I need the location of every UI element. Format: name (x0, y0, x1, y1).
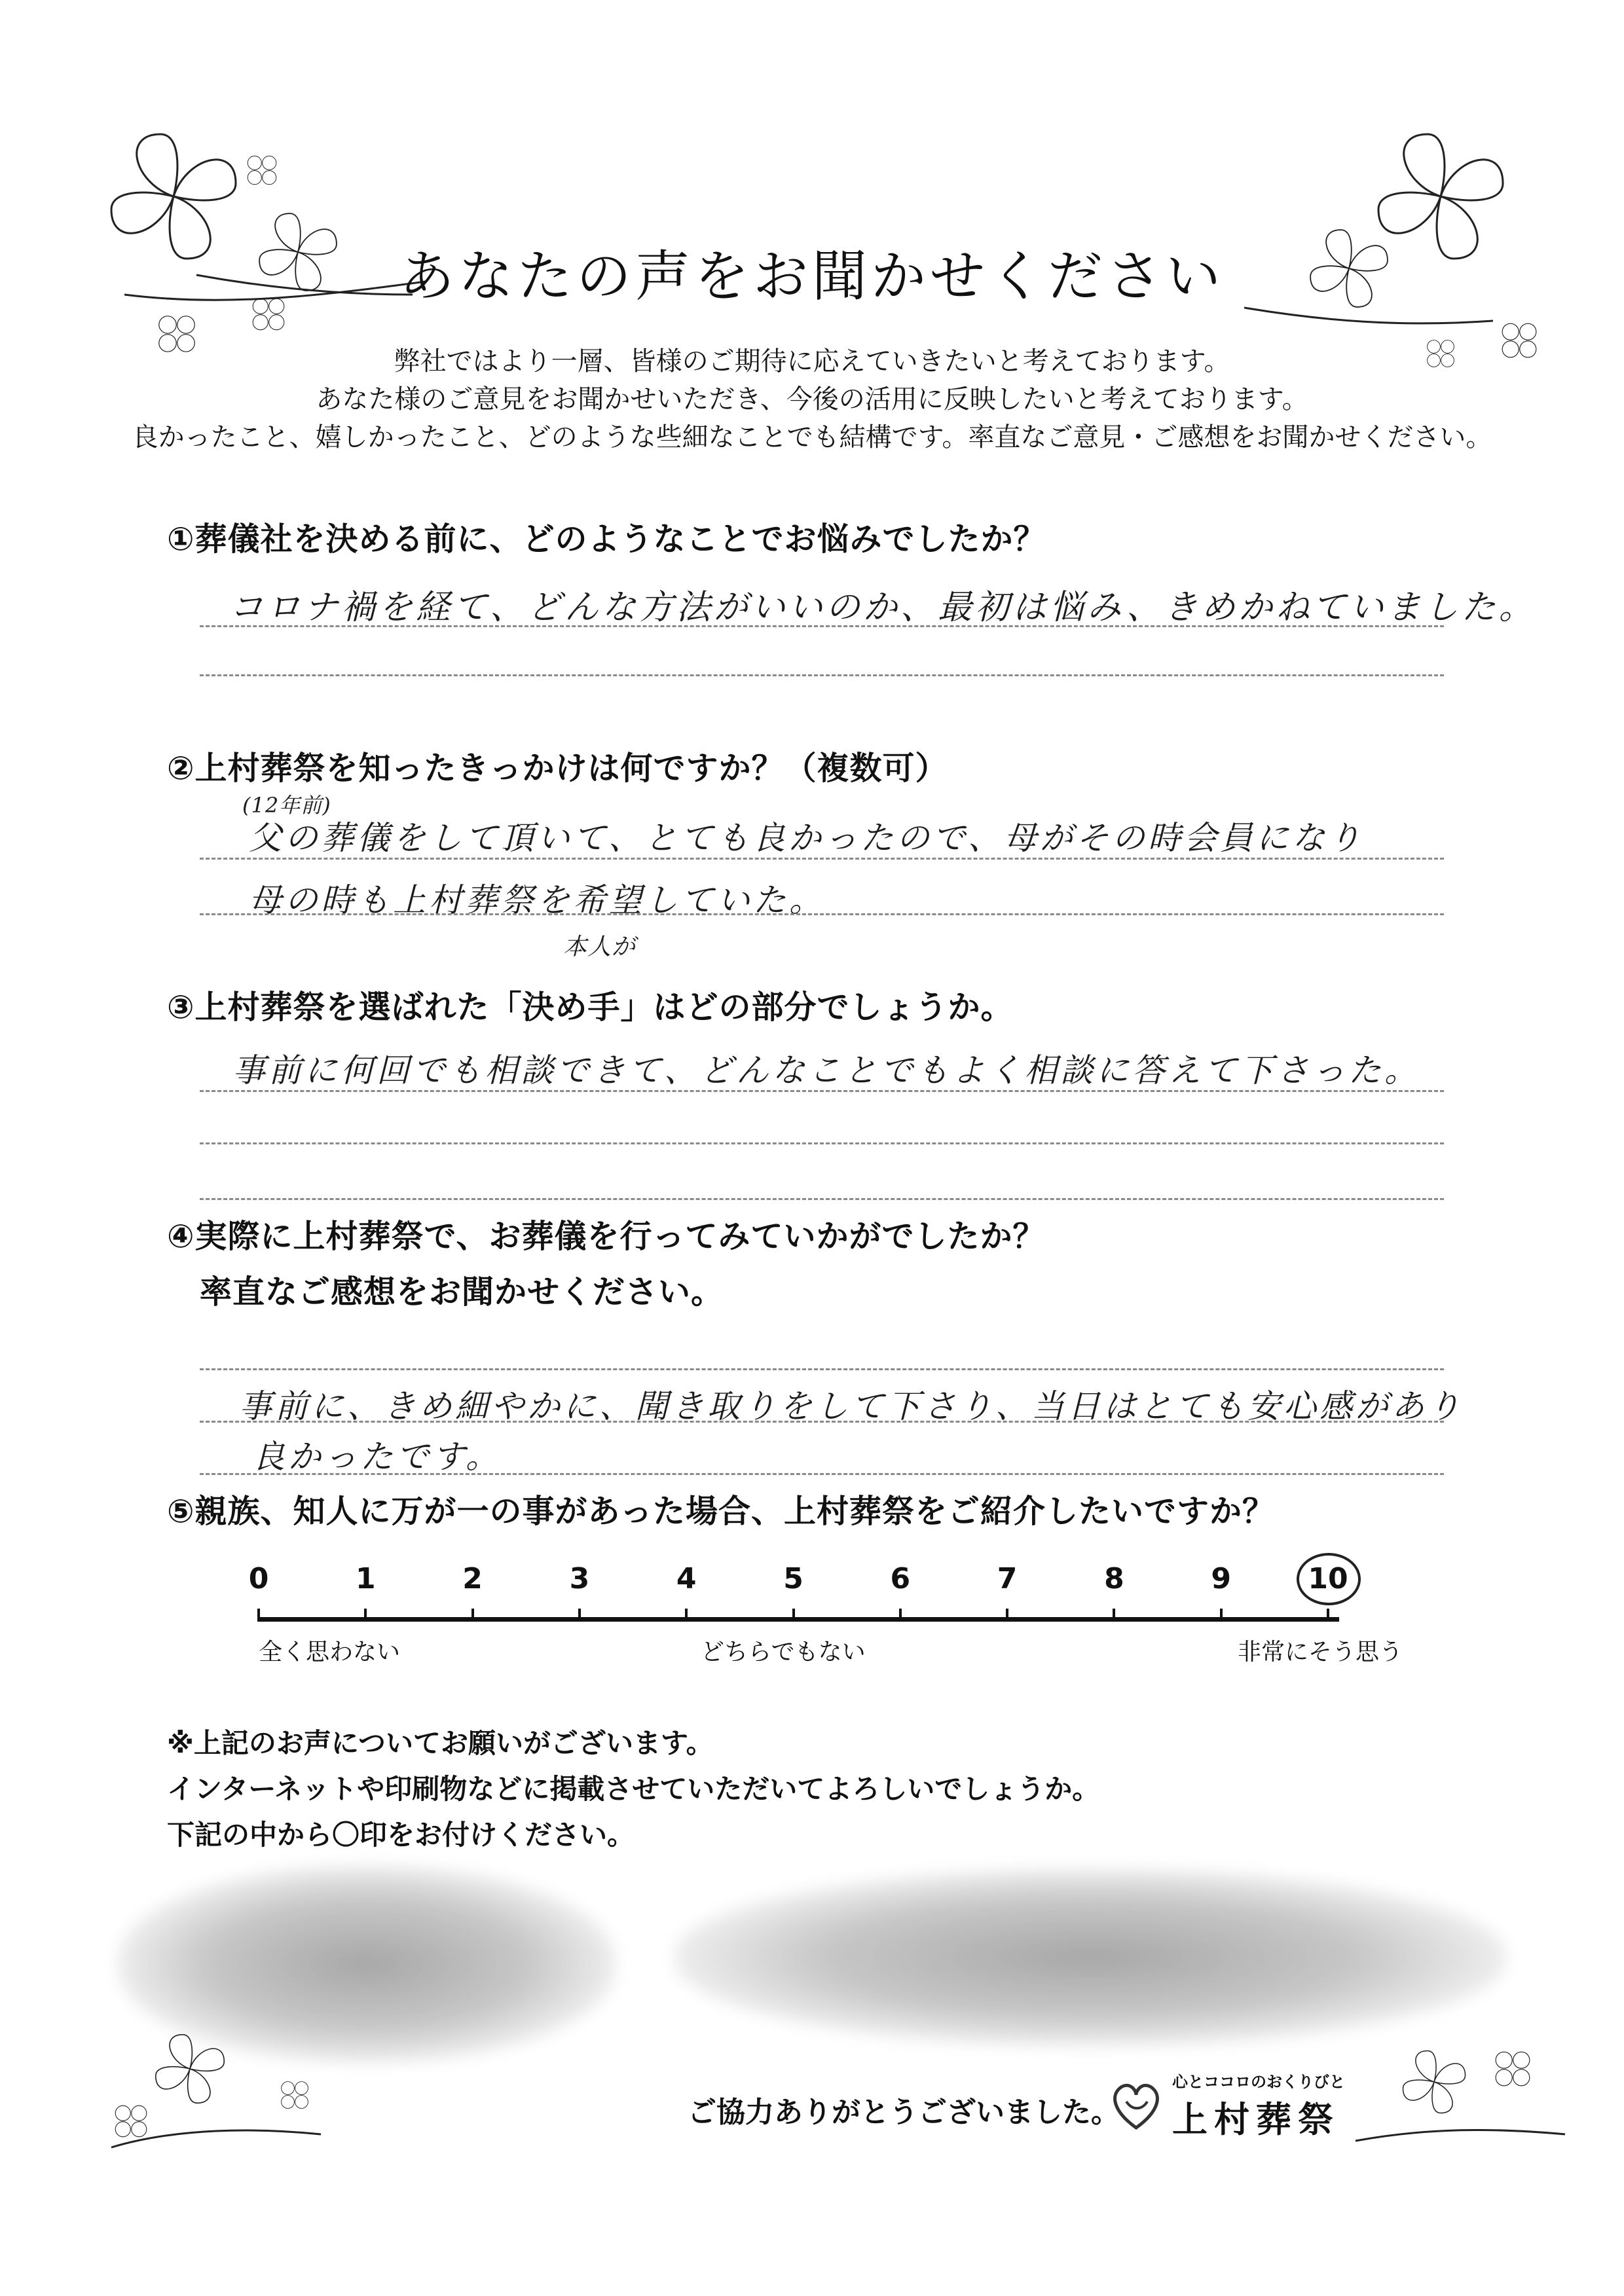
question-5-label: ⑤親族、知人に万が一の事があった場合、上村葬祭をご紹介したいですか？ (167, 1493, 1275, 1530)
question-1-label: ①葬儀社を決める前に、どのようなことでお悩みでしたか？ (167, 520, 1046, 558)
scale-tick-label: 7 (997, 1562, 1018, 1595)
scale-left-caption: 全く思わない (259, 1639, 401, 1666)
scale-tick-label: 3 (569, 1562, 590, 1595)
permission-note-3: 下記の中から〇印をお付けください。 (167, 1819, 635, 1851)
scale-tick-mark (1006, 1609, 1008, 1620)
question-3-label: ③上村葬祭を選ばれた「決め手」はどの部分でしょうか。 (167, 989, 1014, 1026)
company-tagline: 心とココロのおくりびと (1172, 2073, 1345, 2091)
scale-tick-label: 1 (355, 1562, 376, 1595)
scale-right-caption: 非常にそう思う (1238, 1639, 1403, 1666)
scale-tick-label: 5 (783, 1562, 803, 1595)
scale-tick-mark (792, 1609, 795, 1620)
scale-middle-caption: どちらでもない (701, 1639, 866, 1666)
answer-rule (200, 1421, 1444, 1423)
redacted-area-left (118, 1866, 616, 2062)
answer-rule (200, 1090, 1444, 1092)
question-2-annotation: (12年前) (242, 793, 331, 818)
scale-tick-label: 9 (1211, 1562, 1231, 1595)
permission-note-1: ※上記のお声についてお願いがございます。 (167, 1727, 714, 1759)
scale-tick-label: 0 (248, 1562, 269, 1595)
answer-rule (200, 858, 1444, 860)
selected-rating-circle (1297, 1553, 1361, 1605)
scale-tick-mark (364, 1609, 367, 1620)
scale-tick-mark (685, 1609, 688, 1620)
intro-line-2: あなた様のご意見をお聞かせいただき、今後の活用に反映したいと考えております。 (316, 384, 1308, 414)
question-2-answer-line-2: 母の時も上村葬祭を希望していた。 (249, 881, 825, 919)
intro-line-1: 弊社ではより一層、皆様のご期待に応えていきたいと考えております。 (394, 346, 1230, 376)
page-title: あなたの声をお聞かせください (399, 244, 1225, 308)
question-1-answer-line-1: コロナ禍を経て、どんな方法がいいのか、最初は悩み、きめかねていました。 (229, 588, 1536, 627)
intro-line-3: 良かったこと、嬉しかったこと、どのような些細なことでも結構です。率直なご意見・ご感想をお聞かせください。 (132, 422, 1492, 452)
rating-scale-line (257, 1617, 1339, 1622)
scale-tick-label: 8 (1104, 1562, 1124, 1595)
company-logo-icon (1107, 2075, 1166, 2137)
answer-rule (200, 625, 1444, 627)
answer-rule (200, 1142, 1444, 1144)
question-4-answer-line-1: 事前に、きめ細やかに、聞き取りをして下さり、当日はとても安心感があり (239, 1387, 1464, 1425)
question-4-answer-line-2: 良かったです。 (252, 1438, 502, 1476)
scale-tick-label: 6 (890, 1562, 911, 1595)
scale-tick-label: 10 (1308, 1562, 1348, 1595)
scale-tick-label: 2 (462, 1562, 483, 1595)
question-4-label: ④実際に上村葬祭で、お葬儀を行ってみていかがでしたか？ (167, 1218, 1046, 1255)
scale-tick-mark (1113, 1609, 1115, 1620)
answer-rule (200, 1198, 1444, 1200)
scale-tick-mark (1327, 1609, 1329, 1620)
footer-thanks: ご協力ありがとうございました。 (688, 2096, 1120, 2129)
question-4-label-line-2: 率直なご感想をお聞かせください。 (200, 1273, 724, 1311)
scale-tick-mark (899, 1609, 902, 1620)
answer-rule (200, 1368, 1444, 1370)
redacted-area-right (674, 1869, 1506, 2046)
company-name: 上村葬祭 (1172, 2099, 1340, 2140)
answer-rule (200, 674, 1444, 676)
answer-rule (200, 913, 1444, 915)
question-2-answer-line-1: 父の葬儀をして頂いて、とても良かったので、母がその時会員になり (249, 819, 1364, 857)
scale-tick-mark (578, 1609, 581, 1620)
scale-tick-mark (1220, 1609, 1223, 1620)
scale-tick-mark (471, 1609, 474, 1620)
question-2-insertion: 本人が (563, 934, 637, 960)
question-2-label: ②上村葬祭を知ったきっかけは何ですか？（複数可） (167, 750, 948, 787)
question-3-answer-line-1: 事前に何回でも相談できて、どんなことでもよく相談に答えて下さった。 (232, 1051, 1420, 1089)
permission-note-2: インターネットや印刷物などに掲載させていただいてよろしいでしょうか。 (167, 1773, 1100, 1805)
answer-rule (200, 1473, 1444, 1475)
scale-tick-label: 4 (676, 1562, 697, 1595)
scale-tick-mark (257, 1609, 260, 1620)
